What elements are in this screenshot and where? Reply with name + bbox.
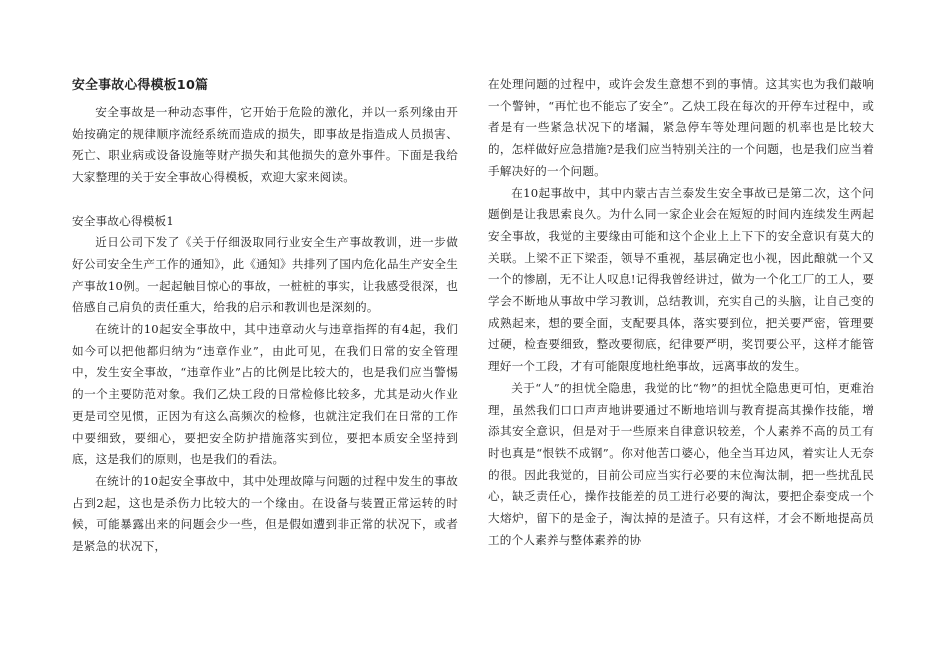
right-column — [488, 74, 874, 551]
blank-line — [72, 189, 458, 211]
body-paragraph: 在统计的10起安全事故中，其中处理故障与问题的过程中发生的事故占到2起，这也是杀伤力比较大的一个缘由。在设备与装置正常运转的时候，可能暴露出来的问题会少一些，但是假如遭到非正常的状况下，或者是紧急的状况下， — [72, 473, 458, 554]
left-column — [72, 77, 458, 558]
body-paragraph: 关于“人”的担忧全隐患，我觉的比“物”的担忧全隐患更可怕，更难治理，虽然我们口口声声地讲要通过不断地培训与教育提高其操作技能，增添其安全意识，但是对于一些原来自律意识较差，个人素养不高的员工有时也真是“恨铁不成钢”。你对他苦口婆心，他全当耳边风，着实让人无奈的很。因此我觉的，目前公司应当实行必要的末位淘汰制，把一些扰乱民心，缺乏责任心，操作技能差的员工进行必要的淘汰，要把企泰变成一个大熔炉，留下的是金子，淘汰掉的是渣子。只有这样，才会不断地提高员工的个人素养与整体素养的协 — [488, 380, 874, 547]
intro-paragraph: 安全事故是一种动态事件，它开始于危险的激化，并以一系列缘由开始按确定的规律顺序流经系统而造成的损失，即事故是指造成人员损害、死亡、职业病或设备设施等财产损失和其他损失的意外事件。下面是我给大家整理的关于安全事故心得模板，欢迎大家来阅读。 — [72, 105, 458, 185]
body-paragraph: 在处理问题的过程中，或许会发生意想不到的事情。这其实也为我们敲响一个警钟，“再忙也不能忘了安全”。乙炔工段在每次的开停车过程中，或者是有一些紧急状况下的堵漏，紧急停车等处理问题的机率也是比较大的，怎样做好应急措施?是我们应当特别关注的一个问题，也是我们应当着手解决好的一个问题。 — [488, 77, 874, 178]
document-title: 安全事故心得模板10篇 — [72, 78, 209, 93]
body-paragraph: 近日公司下发了《关于仔细汲取同行业安全生产事故教训，进一步做好公司安全生产工作的通知》，此《通知》共排列了国内危化品生产安全生产事故10例。一起起触目惊心的事故，一桩桩的事实，让我感受很深，也倍感自己肩负的责任重大，给我的启示和教训也是深刻的。 — [72, 235, 458, 315]
body-paragraph: 在10起事故中，其中内蒙古吉兰泰发生安全事故已是第二次，这个问题倒是让我思索良久。为什么同一家企业会在短短的时间内连续发生两起安全事故，我觉的主要缘由可能和这个企业上上下下的安全意识有莫大的关联。上梁不正下梁歪，领导不重视，基层确定也小视，因此酿就一个又一个的惨剧，无不让人叹息!记得我曾经讲过，做为一个化工厂的工人，要学会不断地从事故中学习教训，总结教训，充实自己的头脑，让自己变的成熟起来，想的要全面，支配要具体，落实要到位，把关要严密，管理要过硬，检查要细致，整改要彻底，纪律要严明，奖罚要公平，这样才能管理好一个工段，才有可能限度地杜绝事故，远离事故的发生。 — [488, 185, 874, 374]
body-paragraph: 在统计的10起安全事故中，其中违章动火与违章指挥的有4起，我们如今可以把他都归纳为“违章作业”，由此可见，在我们日常的安全管理中，发生安全事故，“违章作业”占的比例是比较大的，也是我们应当警惕的一个主要防范对象。我们乙炔工段的日常检修比较多，尤其是动火作业更是司空见惯，正因为有这么高频次的检修，也就注定我们在日常的工作中要细致，要细心，要把安全防护措施落实到位，要把本质安全坚持到底，这是我们的原则，也是我们的看法。 — [72, 322, 458, 467]
section-heading: 安全事故心得模板1 — [72, 213, 174, 228]
